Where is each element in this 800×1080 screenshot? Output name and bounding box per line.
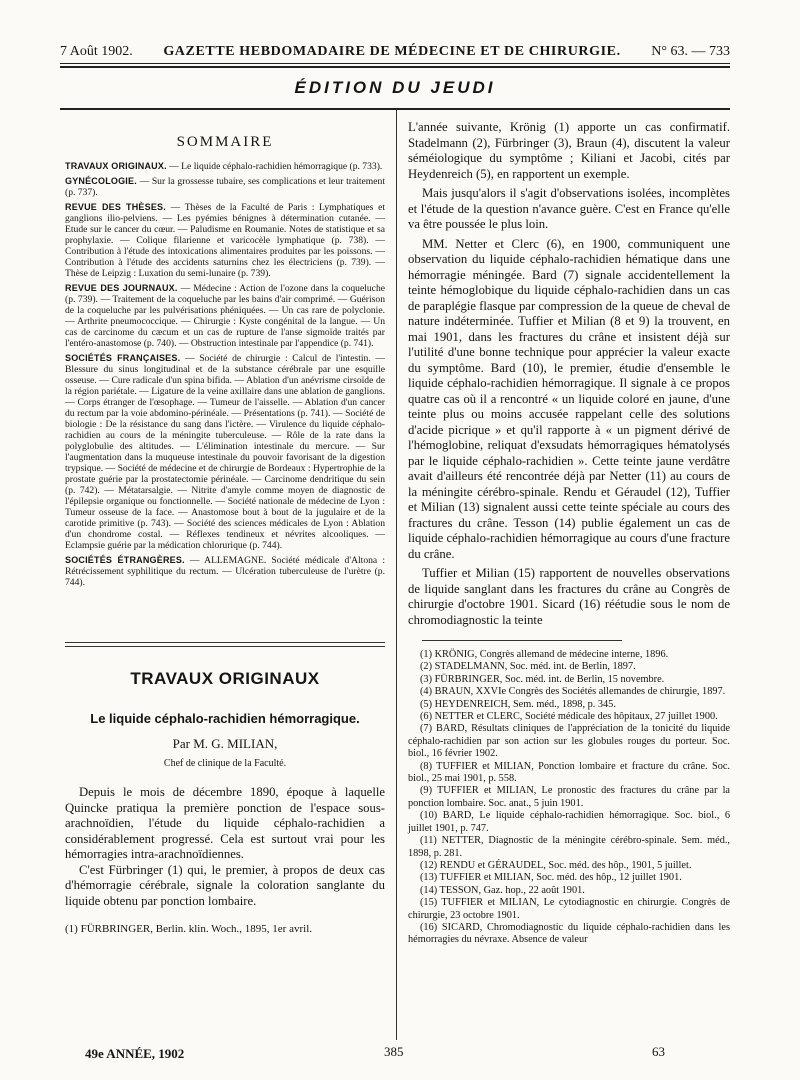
footnote: (16) SICARD, Chromodiagnostic du liquide céphalo-rachidien dans les hémorragies du névraxe. Absence de valeur	[408, 921, 730, 946]
footnote: (10) BARD, Le liquide céphalo-rachidien hémorragique. Soc. biol., 6 juillet 1901, p. 747.	[408, 810, 730, 834]
header-rule-thick	[60, 66, 730, 68]
header-date: 7 Août 1902.	[60, 44, 133, 59]
sommaire-entry-text: — Médecine : Action de l'ozone dans la coqueluche (p. 739). — Traitement de la coqueluche par les bains d'air comprimé. — Guérison de la coqueluche par les pulvérisations phéniquées. — Un cas rare de polyclonie. — Arthrite pneumococcique. — Chirurgie : Kyste congénital de la langue. — Un cas de carcinome du cæcum et un cas de rupture de l'anse sigmoïde traités par l'entéro-anastomose (p. 740). — Obstruction intestinale par l'appendice (p. 741).	[65, 283, 385, 349]
sommaire-entry	[65, 202, 385, 279]
header-rule-thin	[60, 63, 730, 64]
sommaire-entry	[65, 161, 385, 172]
sommaire-entry-head: SOCIÉTÉS ÉTRANGÈRES.	[65, 555, 185, 565]
paragraph: Tuffier et Milian (15) rapportent de nouvelles observations de liquide sanglant dans les fractures du crâne au Congrès de chirurgie d'octobre 1901. Sicard (16) réétudie sous le nom de chromodiagnostic la teinte	[408, 566, 730, 627]
section-rule-top	[65, 642, 385, 643]
footnotes-right	[408, 649, 730, 947]
footnote: (12) RENDU et GÉRAUDEL, Soc. méd. des hôp., 1901, 5 juillet.	[420, 859, 692, 871]
sommaire-entry-head: REVUE DES JOURNAUX.	[65, 283, 178, 293]
footer-sheet-number: 385	[384, 1044, 404, 1059]
article-author: Par M. G. MILIAN,	[172, 736, 278, 751]
paragraph: Depuis le mois de décembre 1890, époque à laquelle Quincke pratiqua la première ponction de l'espace sous-arachnoïdien, l'étude du liquide céphalo-rachidien a considérablement progressé. Cela est surtout vrai pour les hémorragies intra-arachnoïdiennes.	[65, 785, 385, 861]
sommaire-entry	[65, 353, 385, 551]
sommaire-entry	[65, 176, 385, 198]
footnote: (11) NETTER, Diagnostic de la méningite cérébro-spinale. Sem. méd., 1898, p. 281.	[408, 835, 730, 859]
sommaire-entry	[65, 555, 385, 588]
footnote: (5) HEYDENREICH, Sem. méd., 1898, p. 345.	[420, 698, 616, 710]
footnote: (4) BRAUN, XXVIe Congrès des Sociétés allemandes de chirurgie, 1897.	[420, 686, 726, 698]
sommaire-entry-text: — Société de chirurgie : Calcul de l'intestin. — Blessure du sinus longitudinal et de la substance cérébrale par une esquille osseuse. — Cure radicale d'un spina bifida. — Ablation d'un anévrisme cirsoïde de la région pariétale. — Ligature de la veine axillaire dans une ablation de ganglions. — Corps étranger de l'œsophage. — Tumeur de l'aisselle. — Ablation d'un cancer du rectum par la voie abdomino-périnéale. — Présentations (p. 741). — Société de biologie : De la résistance du sang dans l'ictère. — Virulence du liquide céphalo-rachidien au cours de la méningite tuberculeuse. — Rôle de la rate dans la polyglobulie des altitudes. — L'élimination intestinale du mercure. — Sur l'augmentation dans la muqueuse intestinale du pouvoir favorisant de la digestion trypsique. — Société de médecine et de chirurgie de Bordeaux : Hypertrophie de la prostate guérie par la prostatectomie périnéale. — Carcinome dendritique du sein (p. 742). — Métatarsalgie. — Nitrite d'amyle comme moyen de diagnostic de l'épilepsie organique ou fonctionnelle. — Société nationale de médecine de Lyon : Tumeur osseuse de la face. — Anastomose bout à bout de la jugulaire et de la carotide primitive (p. 743). — Société des sciences médicales de Lyon : Ablation d'un chondrome costal. — Réflexes tendineux et névrites alcooliques. — Eclampsie guérie par la médication chlorurique (p. 744).	[65, 353, 385, 551]
sommaire-entry	[65, 283, 385, 349]
sommaire-entry-head: REVUE DES THÈSES.	[65, 202, 166, 212]
edition-banner: ÉDITION DU JEUDI	[294, 78, 496, 97]
footnote: (14) TESSON, Gaz. hop., 22 août 1901.	[420, 884, 585, 896]
author-role: Chef de clinique de la Faculté.	[163, 758, 287, 769]
sommaire-entry-text: — ALLEMAGNE. Société médicale d'Altona : Rétrécissement syphilitique du rectum. — Ulcération tuberculeuse de l'urètre (p. 744).	[65, 555, 385, 588]
footnote: (7) BARD, Résultats cliniques de l'appréciation de la tonicité du liquide céphalo-rachidien par son action sur les globules rouges du porteur. Soc. biol., 16 février 1902.	[408, 723, 730, 760]
footnote: (13) TUFFIER et MILIAN, Soc. méd. des hôp., 12 juillet 1901.	[420, 872, 682, 884]
paragraph: MM. Netter et Clerc (6), en 1900, communiquent une observation du liquide céphalo-rachidien hématique dans une hémorragie méningée. Bard (7) signale accidentellement la teinte hémoglobique du liquide céphalo-rachidien dans un cas de paraplégie flasque par compression de la queue de cheval de nature indéterminée. Tuffier et Milian (8 et 9) la trouvent, en mai 1901, dans les fractures du crâne et insistent déjà sur l'utilité d'une bonne technique pour apprécier la valeur exacte du symptôme. Bard (10), le premier, étudie d'ensemble le liquide céphalo-rachidien hémorragique. Il signale à ce propos quatre cas où il a rencontré « un liquide coloré en jaune, d'une teinte plus ou moins accusée rappelant celle des solutions d'acide picrique » et qu'il rapporte à « un pigment dérivé de l'hémoglobine, reliquat d'exsudats hémorragiques hématolysés par le liquide céphalo-rachidien ». Cette teinte jaune verdâtre avait d'ailleurs été rencontrée déjà par Netter (11) au cours de la méningite cérébro-spinale. Rendu et Géraudel (12), Tuffier et Milian (13) signalent aussi cette teinte spéciale au cours des fractures du crâne. Tesson (14) publie également un cas de liquide céphalo-rachidien hémorragique au cours d'une fracture du crâne.	[408, 236, 730, 561]
article-body-right	[408, 120, 730, 628]
footer-year: 49e ANNÉE, 1902	[85, 1046, 185, 1061]
sommaire-entry-text: — Sur la grossesse tubaire, ses complications et leur traitement (p. 737).	[65, 176, 385, 198]
footnote: (3) FÜRBRINGER, Soc. méd. int. de Berlin, 15 novembre.	[420, 673, 665, 685]
journal-title: GAZETTE HEBDOMADAIRE DE MÉDECINE ET DE CHIRURGIE.	[163, 44, 621, 59]
sommaire-list	[65, 161, 385, 588]
footnote: (1) KRÖNIG, Congrès allemand de médecine interne, 1896.	[420, 649, 669, 660]
sommaire-entry-head: TRAVAUX ORIGINAUX.	[65, 161, 167, 171]
article-title: Le liquide céphalo-rachidien hémorragique.	[90, 711, 360, 726]
sommaire-entry-head: GYNÉCOLOGIE.	[65, 176, 137, 186]
sommaire-title: SOMMAIRE	[176, 134, 274, 150]
footnote: (9) TUFFIER et MILIAN, Le pronostic des fractures du crâne par la ponction lombaire. Soc. anat., 5 juin 1901.	[408, 785, 730, 809]
footnote-rule	[422, 640, 622, 641]
footer-signature: 63	[652, 1044, 665, 1059]
issue-page-number: N° 63. — 733	[651, 44, 730, 59]
column-divider	[396, 110, 397, 1040]
edition-rule	[60, 108, 730, 110]
right-column	[408, 120, 730, 947]
sommaire-entry-head: SOCIÉTÉS FRANÇAISES.	[65, 353, 181, 363]
section-rule-bottom	[65, 646, 385, 647]
footnote: (15) TUFFIER et MILIAN, Le cytodiagnostic en chirurgie. Congrès de chirurgie, 23 octobre 1901.	[408, 897, 730, 921]
running-head	[60, 38, 730, 60]
paragraph: Mais jusqu'alors il s'agit d'observations isolées, incomplètes et l'étude de la question n'avance guère. C'est en France qu'elle va être poussée le plus loin.	[408, 186, 730, 231]
left-column	[65, 120, 385, 935]
sommaire-entry-text: — Thèses de la Faculté de Paris : Lymphatiques et ganglions ilio-pelviens. — Les pyémies bénignes à détermination cutanée. — Etude sur le cancer du cœur. — Paludisme en Roumanie. Notes de statistique et sa prophylaxie. — Colique filarienne et varicocèle lymphatique (p. 738). — Contribution à l'étude des intoxications alimentaires produites par les poissons. — Contribution à l'étude des accidents saturnins chez les électriciens (p. 739). — Thèse de Leipzig : Luxation du semi-lunaire (p. 739).	[65, 202, 385, 279]
paragraph: C'est Fürbringer (1) qui, le premier, à propos de deux cas d'hémorragie cérébrale, signale la coloration sanglante du liquide obtenu par ponction lombaire.	[65, 862, 385, 908]
sommaire-entry-text: — Le liquide céphalo-rachidien hémorragique (p. 733).	[166, 161, 383, 172]
footnote-left: (1) FÜRBRINGER, Berlin. klin. Woch., 1895, 1er avril.	[65, 923, 313, 935]
paragraph: L'année suivante, Krönig (1) apporte un cas confirmatif. Stadelmann (2), Fürbringer (3), Braun (4), discutent la valeur séméiologique du symptôme ; Kiliani et Jacobi, cités par Heydenreich (5), en rapportent un exemple.	[408, 120, 730, 181]
section-title: TRAVAUX ORIGINAUX	[130, 669, 320, 688]
footnote: (2) STADELMANN, Soc. méd. int. de Berlin, 1897.	[420, 661, 636, 673]
article-body-left	[65, 785, 385, 909]
footnote: (6) NETTER et CLERC, Société médicale des hôpitaux, 27 juillet 1900.	[420, 711, 718, 723]
footnote: (8) TUFFIER et MILIAN, Ponction lombaire et fracture du crâne. Soc. biol., 25 mai 1901, p. 558.	[408, 760, 730, 785]
